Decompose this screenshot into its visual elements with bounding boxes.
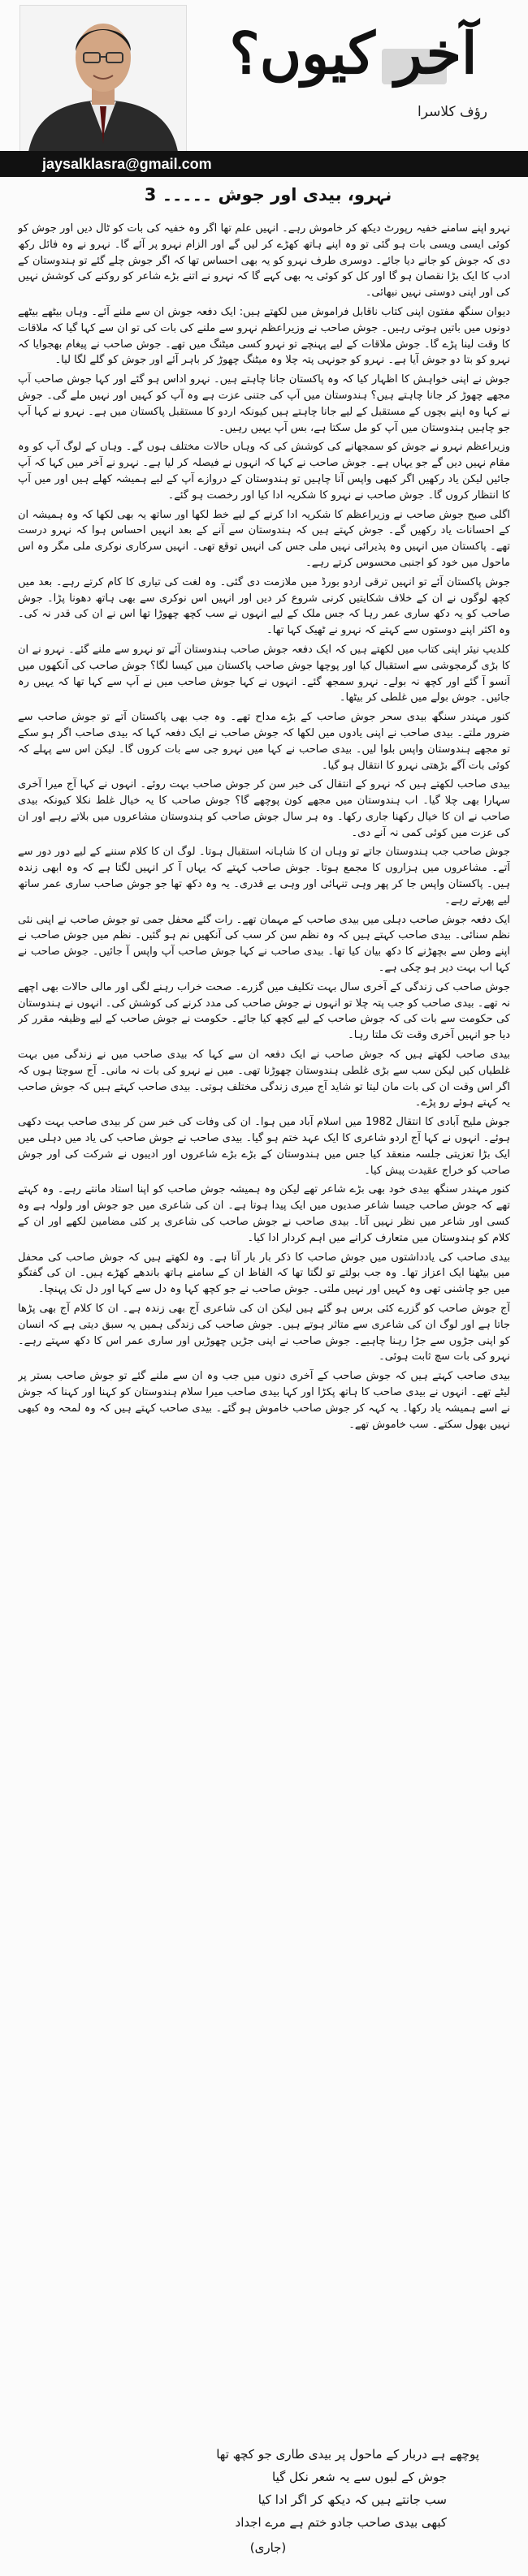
article-paragraph: جوش ملیح آبادی کا انتقال 1982 میں اسلام آباد میں ہوا۔ ان کی وفات کی خبر سن کر بیدی صاحب بہت دکھی ہوئے۔ انہوں نے کہا آج اردو شاعری کا ایک عہد ختم ہو گیا۔ بیدی صاحب نے جوش صاحب کی یاد میں دہلی میں ایک بڑا تعزیتی جلسہ منعقد کیا جس میں ہندوستان کے بڑے بڑے شاعروں اور ادیبوں نے شرکت کی اور جوش صاحب کو خراج عقیدت پیش کیا۔: [18, 1116, 510, 1177]
email-bar: [0, 151, 528, 177]
article-paragraph: دیوان سنگھ مفتون اپنی کتاب ناقابل فراموش میں لکھتے ہیں: ایک دفعہ جوش ان سے ملنے آئے۔ وہاں بیٹھے بیٹھے دونوں میں باتیں ہوتی رہیں۔ جوش صاحب نے وزیراعظم نہرو سے ملنے کی بات کی تو ان سے کہا گیا کہ ملاقات کا وقت لینا پڑے گا۔ جوش ملاقات کے لیے پہنچے تو نہرو کسی میٹنگ میں تھے۔ جوش صاحب نے پیغام بھجوایا کہ نہرو کو بتا دو جوش آیا ہے۔ نہرو کو جونہی پتہ چلا وہ میٹنگ چھوڑ کر باہر آئے اور جوش کو گلے لگا لیا۔: [18, 305, 510, 367]
article-paragraph: کنور مہندر سنگھ بیدی سحر جوش صاحب کے بڑے مداح تھے۔ وہ جب بھی پاکستان آتے تو جوش صاحب سے ضرور ملتے۔ بیدی صاحب نے اپنی یادوں میں لکھا کہ جوش صاحب نے ایک دفعہ کہا کہ بیدی صاحب اگر ہو سکے تو مجھے ہندوستان واپس بلوا لیں۔ بیدی صاحب نے کہا میں نہرو جی سے بات کروں گا۔ لیکن اس سے پہلے کہ کوئی بات آگے بڑھتی نہرو کا انتقال ہو گیا۔: [18, 711, 510, 772]
article-paragraph: بیدی صاحب لکھتے ہیں کہ جوش صاحب نے ایک دفعہ ان سے کہا کہ بیدی صاحب میں نے زندگی میں بہت غلطیاں کیں لیکن سب سے بڑی غلطی ہندوستان چھوڑنا تھی۔ میں نے نہرو کی بات نہ مانی۔ آج سوچتا ہوں کہ اگر اس وقت ان کی بات مان لیتا تو شاید آج میری زندگی مختلف ہوتی۔ بیدی صاحب کہتے ہیں کہ جوش صاحب یہ کہتے ہوئے رو پڑے۔: [18, 1049, 510, 1109]
verse-line: جوش کے لبوں سے یہ شعر نکل گیا: [272, 2470, 447, 2484]
article-paragraph: وزیراعظم نہرو نے جوش کو سمجھانے کی کوشش کی کہ وہاں حالات مختلف ہوں گے۔ وہاں کے لوگ آپ کو وہ مقام نہیں دیں گے جو یہاں ہے۔ جوش صاحب نے کہا کہ انہوں نے فیصلہ کر لیا ہے۔ نہرو نے آخر میں کہا کہ آپ جائیں لیکن یاد رکھیں اگر کبھی واپس آنا چاہیں تو ہندوستان کے دروازے آپ کے لیے ہمیشہ کھلے ہیں اور میں آپ کا انتظار کروں گا۔ جوش صاحب نے نہرو کا شکریہ ادا کیا اور رخصت ہو گئے۔: [18, 441, 510, 502]
article-paragraph: اگلی صبح جوش صاحب نے وزیراعظم کا شکریہ ادا کرنے کے لیے خط لکھا اور ساتھ یہ بھی لکھا کہ وہ ہمیشہ ان کے احسانات یاد رکھیں گے۔ جوش کہتے ہیں کہ ہندوستان سے آنے کے بعد انہیں احساس ہوا کہ نہرو درست تھے۔ پاکستان میں انہیں وہ پذیرائی نہیں ملی جس کی انہیں توقع تھی۔ انہیں سرکاری نوکری ملی مگر وہ اس ماحول میں خود کو اجنبی محسوس کرتے رہے۔: [18, 508, 510, 569]
author-portrait-icon: [20, 6, 186, 152]
article-paragraph: آج جوش صاحب کو گزرے کئی برس ہو گئے ہیں لیکن ان کی شاعری آج بھی زندہ ہے۔ ان کا کلام آج بھی پڑھا جاتا ہے اور لوگ ان کی شاعری سے متاثر ہوتے ہیں۔ جوش صاحب کی زندگی ہمیں یہ سبق دیتی ہے کہ انسان کو اپنی جڑوں سے جڑا رہنا چاہیے۔ جوش صاحب نے اپنی جڑیں چھوڑیں اور ساری عمر اس کا دکھ سہتے رہے۔ نہرو کی بات سچ ثابت ہوئی۔: [18, 1303, 510, 1363]
author-email[interactable]: jaysalklasra@gmail.com: [42, 155, 212, 172]
article-paragraph: کلدیپ نیئر اپنی کتاب میں لکھتے ہیں کہ ایک دفعہ جوش صاحب ہندوستان آئے تو نہرو سے ملنے گئے۔ نہرو نے ان کا بڑی گرمجوشی سے استقبال کیا اور پوچھا جوش صاحب پاکستان میں کیسا لگا؟ جوش صاحب کی آنکھوں میں آنسو آ گئے اور کچھ نہ بولے۔ نہرو سمجھ گئے۔ انہوں نے کہا جوش صاحب میں نے آپ سے کہا تھا کہ یہیں رہ جائیں۔ جوش بولے میں غلطی کر بیٹھا۔: [18, 643, 510, 704]
article-paragraph: بیدی صاحب لکھتے ہیں کہ نہرو کے انتقال کی خبر سن کر جوش صاحب بہت روئے۔ انہوں نے کہا آج میرا آخری سہارا بھی چلا گیا۔ اب ہندوستان میں مجھے کون پوچھے گا؟ جوش صاحب کا یہ خیال غلط نکلا کیونکہ بیدی صاحب نے ان کا خیال رکھنا جاری رکھا۔ وہ ہر سال جوش صاحب کو ہندوستان مشاعروں میں بلاتے رہے اور ان کی عزت میں کوئی کمی نہ آنے دی۔: [18, 778, 510, 839]
column-title: آخر کیوں؟: [229, 19, 478, 87]
article-paragraph: بیدی صاحب کی یادداشتوں میں جوش صاحب کا ذکر بار بار آتا ہے۔ وہ لکھتے ہیں کہ جوش صاحب کی محفل میں بیٹھنا ایک اعزاز تھا۔ وہ جب بولتے تو لگتا تھا کہ الفاظ ان کے سامنے ہاتھ باندھے کھڑے ہیں۔ ان کی گفتگو میں جو چاشنی تھی وہ کہیں اور نہیں ملتی۔ جوش صاحب نے جو کچھ کہا وہ دل سے کہا اور دل تک پہنچا۔: [18, 1251, 510, 1296]
article-paragraph: جوش صاحب کی زندگی کے آخری سال بہت تکلیف میں گزرے۔ صحت خراب رہنے لگی اور مالی حالات بھی اچھے نہ تھے۔ بیدی صاحب کو جب پتہ چلا تو انہوں نے جوش صاحب کی مدد کرنے کی کوشش کی۔ انہوں نے ہندوستان کی حکومت سے بات کی کہ جوش صاحب کے لیے کچھ کیا جائے۔ حکومت نے جوش صاحب کے لیے وظیفہ مقرر کر دیا جو انہیں آخری وقت تک ملتا رہا۔: [18, 980, 510, 1042]
article-paragraph: جوش پاکستان آئے تو انہیں ترقی اردو بورڈ میں ملازمت دی گئی۔ وہ لغت کی تیاری کا کام کرتے رہے۔ بعد میں کچھ لوگوں نے ان کے خلاف شکایتیں کرنی شروع کر دیں اور انہیں اس نوکری سے بھی ہاتھ دھونا پڑا۔ جوش صاحب کو یہ دکھ ساری عمر رہا کہ جس ملک کے لیے انہوں نے سب کچھ چھوڑا تھا اس نے ان کی قدر نہ کی۔ وہ اکثر اپنے دوستوں سے کہتے کہ نہرو نے ٹھیک کہا تھا۔: [18, 575, 510, 637]
article-paragraph: جوش صاحب جب ہندوستان جاتے تو وہاں ان کا شاہانہ استقبال ہوتا۔ لوگ ان کا کلام سننے کے لیے دور دور سے آتے۔ مشاعروں میں ہزاروں کا مجمع ہوتا۔ جوش صاحب کہتے کہ یہاں آ کر انہیں لگتا ہے کہ وہ ابھی زندہ ہیں۔ پاکستان واپس جا کر پھر وہی تنہائی اور وہی بے قدری۔ یہ وہ دکھ تھا جو جوش صاحب ساری عمر ساتھ لیے پھرتے رہے۔: [18, 846, 510, 907]
continued-label: (جاری): [249, 2540, 287, 2555]
article-paragraph: بیدی صاحب کہتے ہیں کہ جوش صاحب کے آخری دنوں میں جب وہ ان سے ملنے گئے تو جوش صاحب بستر پر لیٹے تھے۔ انہوں نے بیدی صاحب کا ہاتھ پکڑا اور کہا بیدی صاحب میرا سلام ہندوستان کو کہنا اور کہنا کہ جوش نے اسے ہمیشہ یاد رکھا۔ یہ کہہ کر جوش صاحب خاموش ہو گئے۔ بیدی صاحب کہتے ہیں کہ وہ لمحہ وہ کبھی نہیں بھول سکتے۔ سب خاموش تھے۔: [18, 1370, 510, 1431]
article-paragraph: ایک دفعہ جوش صاحب دہلی میں بیدی صاحب کے مہمان تھے۔ رات گئے محفل جمی تو جوش صاحب نے اپنی نئی نظم سنائی۔ بیدی صاحب کہتے ہیں کہ وہ نظم سن کر سب کی آنکھیں نم ہو گئیں۔ نظم میں جوش صاحب نے اپنے وطن سے بچھڑنے کا دکھ بیان کیا تھا۔ بیدی صاحب نے کہا جوش صاحب آپ واپس آ جائیں۔ جوش صاحب نے کہا اب بہت دیر ہو چکی ہے۔: [18, 913, 510, 975]
column-masthead: [0, 0, 528, 205]
verse-line: کبھی بیدی صاحب جادو ختم ہے مرے اجداد: [235, 2515, 447, 2530]
closing-verse: [24, 2443, 479, 2534]
author-photo: [19, 5, 187, 153]
article-paragraph: نہرو اپنے سامنے خفیہ رپورٹ دیکھ کر خاموش رہے۔ انہیں علم تھا اگر وہ خفیہ کی بات کو ٹال دیں اور جوش کو کوئی ایسی ویسی بات ہو گئی تو وہ اپنے ہاتھ کھڑے کر لیں گے اور الزام نہرو پر آئے گا۔ نہرو نے وہ فائل رکھ دی کہ جوش کو جانے دیا جائے۔ دوسری طرف نہرو کو یہ بھی احساس تھا کہ اگر جوش چلے گئے تو ہندوستان کے ادب کا ایک بڑا نقصان ہو گا اور کل کو کوئی یہ بھی کہے گا کہ نہرو نے اتنے بڑے شاعر کو روکنے کی کوشش نہیں کی اور اپنی دوستی نہیں نبھائی۔: [18, 222, 510, 299]
verse-line: پوچھے ہے دربار کے ماحول پر بیدی طاری جو کچھ تھا: [216, 2447, 479, 2462]
verse-line: سب جانتے ہیں کہ دیکھ کر اگر ادا کیا: [258, 2492, 447, 2507]
article-paragraph: جوش نے اپنی خواہش کا اظہار کیا کہ وہ پاکستان جانا چاہتے ہیں۔ نہرو اداس ہو گئے اور کہا جوش صاحب آپ مجھے چھوڑ کر جانا چاہتے ہیں؟ ہندوستان میں آپ کی جتنی عزت ہے وہ آپ کو کہیں اور نہیں ملے گی۔ جوش نے کہا وہ اپنے بچوں کے مستقبل کے لیے جانا چاہتے ہیں کیونکہ اردو کا مستقبل پاکستان میں ہے۔ نہرو نے کہا آپ جو چاہیں ہندوستان میں آپ کو مل سکتا ہے، بس آپ یہیں رہیں۔: [18, 373, 510, 434]
article-heading: نہرو، بیدی اور جوش ۔۔۔۔۔ 3: [144, 185, 392, 205]
article-paragraph: کنور مہندر سنگھ بیدی خود بھی بڑے شاعر تھے لیکن وہ ہمیشہ جوش صاحب کو اپنا استاد مانتے رہے۔ وہ کہتے تھے کہ جوش صاحب جیسا شاعر صدیوں میں ایک پیدا ہوتا ہے۔ ان کی شاعری میں جو جوش اور ولولہ ہے وہ کسی اور شاعر میں نظر نہیں آتا۔ بیدی صاحب نے جوش صاحب کی شاعری پر کئی مضامین لکھے اور ان کے کلام کو ہندوستان میں متعارف کرانے میں اہم کردار ادا کیا۔: [18, 1183, 510, 1244]
author-name: رؤف کلاسرا: [417, 104, 487, 120]
article-body: [18, 221, 510, 2436]
